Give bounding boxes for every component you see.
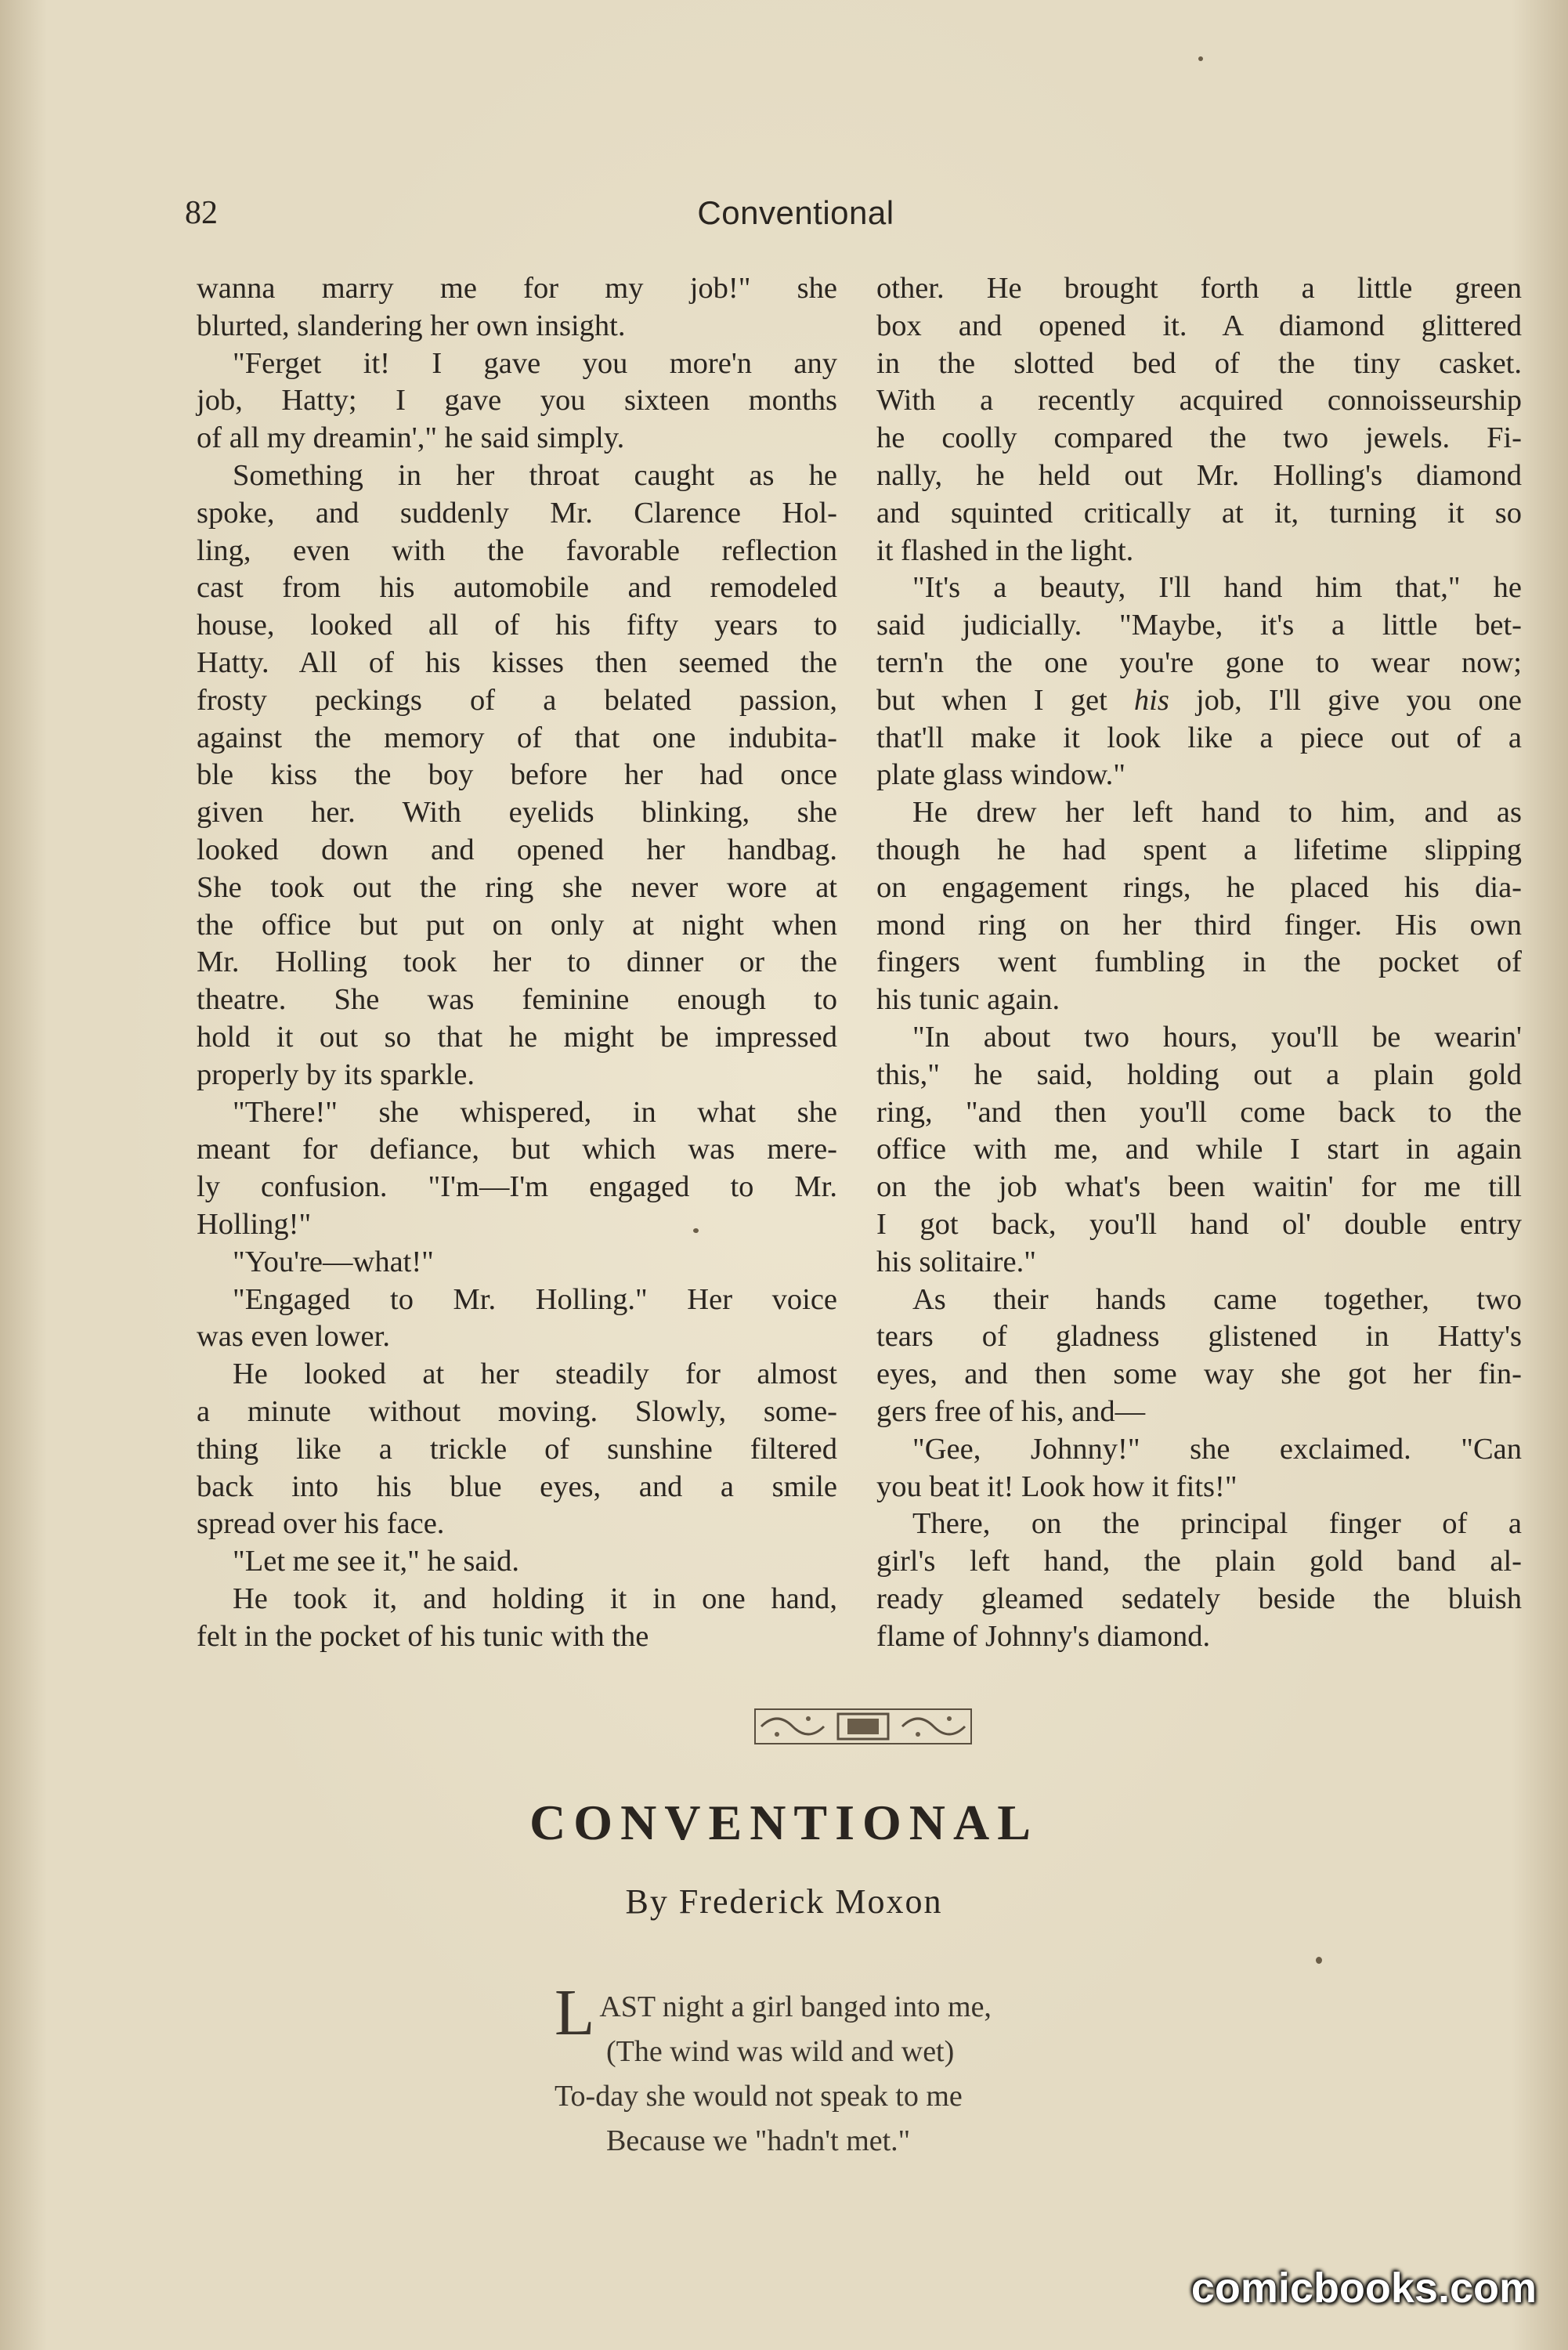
text-line: "Let me see it," he said. bbox=[233, 1545, 520, 1578]
text-line: He took it, and holding it in one hand, bbox=[233, 1582, 837, 1615]
text-line: he coolly compared the two jewels. Fi- bbox=[876, 421, 1522, 455]
text-line: ready gleamed sedately beside the bluish bbox=[876, 1582, 1522, 1615]
text-line: tern'n the one you're gone to wear now; bbox=[876, 645, 1522, 679]
story-column-right bbox=[876, 270, 1522, 1655]
text-line: "It's a beauty, I'll hand him that," he bbox=[912, 571, 1522, 605]
poem-line: Because we "hadn't met." bbox=[606, 2124, 911, 2157]
poem-byline: By Frederick Moxon bbox=[625, 1882, 943, 1921]
text-line: given her. With eyelids blinking, she bbox=[197, 796, 837, 830]
text-line: "Engaged to Mr. Holling." Her voice bbox=[233, 1282, 837, 1316]
ornament-divider bbox=[753, 1706, 973, 1747]
text-line: house, looked all of his fifty years to bbox=[197, 609, 837, 642]
text-line: gers free of his, and— bbox=[876, 1394, 1146, 1428]
emphasis: his bbox=[1133, 683, 1169, 717]
text-line: a minute without moving. Slowly, some- bbox=[197, 1394, 837, 1428]
text-line: that'll make it look like a piece out of a bbox=[876, 721, 1522, 754]
text-line: said judicially. "Maybe, it's a little bet- bbox=[876, 609, 1522, 642]
text-line: "In about two hours, you'll be wearin' bbox=[912, 1020, 1522, 1054]
text-line: There, on the principal finger of a bbox=[912, 1507, 1522, 1541]
poem-first-line: AST night a girl banged into me, bbox=[599, 1990, 992, 2023]
text-line: fingers went fumbling in the pocket of bbox=[876, 945, 1522, 979]
text-line: Mr. Holling took her to dinner or the bbox=[197, 945, 837, 979]
text-line: thing like a trickle of sunshine filtered bbox=[197, 1432, 837, 1466]
poem-line: To-day she would not speak to me bbox=[555, 2080, 963, 2113]
text-line: on the job what's been waitin' for me till bbox=[876, 1170, 1522, 1204]
page-number: 82 bbox=[185, 195, 218, 231]
text-line: "You're—what!" bbox=[233, 1245, 434, 1278]
text-line: back into his blue eyes, and a smile bbox=[197, 1470, 837, 1503]
text-line: mond ring on her third finger. His own bbox=[876, 908, 1522, 942]
text-line: it flashed in the light. bbox=[876, 533, 1134, 567]
watermark-logo: comicbooks.com bbox=[1190, 2265, 1537, 2312]
text-line: but when I get his job, I'll give you one bbox=[876, 683, 1522, 717]
running-head: Conventional bbox=[697, 194, 894, 231]
paper-speck bbox=[1316, 1957, 1322, 1964]
poem-body bbox=[555, 1976, 992, 2164]
text-line: the office but put on only at night when bbox=[197, 908, 837, 942]
text-line: He drew her left hand to him, and as bbox=[912, 796, 1522, 830]
text-line: of all my dreamin'," he said simply. bbox=[197, 421, 625, 455]
text-line: "There!" she whispered, in what she bbox=[233, 1095, 837, 1129]
text-line: box and opened it. A diamond glittered bbox=[876, 309, 1522, 342]
text-line: his solitaire." bbox=[876, 1245, 1036, 1278]
poem-line bbox=[555, 1976, 992, 2049]
text-line: office with me, and while I start in again bbox=[876, 1133, 1522, 1166]
text-line: ling, even with the favorable reflection bbox=[197, 533, 837, 567]
text-line: ring, "and then you'll come back to the bbox=[876, 1095, 1522, 1129]
text-line: ble kiss the boy before her had once bbox=[197, 758, 837, 792]
text-line: blurted, slandering her own insight. bbox=[197, 309, 626, 342]
text-line: hold it out so that he might be impressed bbox=[197, 1020, 837, 1054]
text-line: theatre. She was feminine enough to bbox=[197, 983, 837, 1017]
text-line: was even lower. bbox=[197, 1320, 390, 1354]
text-line: meant for defiance, but which was mere- bbox=[197, 1133, 837, 1166]
text-line: Something in her throat caught as he bbox=[233, 458, 837, 492]
page-header bbox=[185, 194, 1407, 241]
text-line: job, Hatty; I gave you sixteen months bbox=[197, 384, 837, 418]
text-line: flame of Johnny's diamond. bbox=[876, 1619, 1211, 1653]
text-line: properly by its sparkle. bbox=[197, 1058, 475, 1091]
text-line: though he had spent a lifetime slipping bbox=[876, 833, 1522, 866]
paper-speck bbox=[1198, 56, 1203, 61]
text-line: spread over his face. bbox=[197, 1507, 445, 1541]
poem-line: (The wind was wild and wet) bbox=[606, 2035, 955, 2068]
text-line: I got back, you'll hand ol' double entry bbox=[876, 1207, 1522, 1241]
text-line: felt in the pocket of his tunic with the bbox=[197, 1619, 649, 1653]
text-line: With a recently acquired connoisseurship bbox=[876, 384, 1522, 418]
text-line: "Ferget it! I gave you more'n any bbox=[233, 346, 837, 380]
text-line: girl's left hand, the plain gold band al- bbox=[876, 1545, 1522, 1578]
text-line: wanna marry me for my job!" she bbox=[197, 272, 837, 305]
text-line: frosty peckings of a belated passion, bbox=[197, 683, 837, 717]
text-line: looked down and opened her handbag. bbox=[197, 833, 837, 866]
text-line: against the memory of that one indubita- bbox=[197, 721, 837, 754]
text-line: As their hands came together, two bbox=[912, 1282, 1522, 1316]
text-line: plate glass window." bbox=[876, 758, 1125, 792]
text-line: other. He brought forth a little green bbox=[876, 272, 1522, 305]
text-line: on engagement rings, he placed his dia- bbox=[876, 870, 1522, 904]
text-line: He looked at her steadily for almost bbox=[233, 1358, 837, 1391]
paper-speck bbox=[693, 1228, 699, 1233]
story-column-left bbox=[197, 270, 837, 1655]
text-line: you beat it! Look how it fits!" bbox=[876, 1470, 1237, 1503]
text-line: Hatty. All of his kisses then seemed the bbox=[197, 645, 837, 679]
poem-title: CONVENTIONAL bbox=[529, 1795, 1039, 1850]
text-line: this," he said, holding out a plain gold bbox=[876, 1058, 1522, 1091]
text-line: ly confusion. "I'm—I'm engaged to Mr. bbox=[197, 1170, 837, 1204]
text-line: tears of gladness glistened in Hatty's bbox=[876, 1320, 1522, 1354]
drop-cap: L bbox=[555, 1976, 595, 2049]
text-line: She took out the ring she never wore at bbox=[197, 870, 837, 904]
text-line: "Gee, Johnny!" she exclaimed. "Can bbox=[912, 1432, 1522, 1466]
text-line: Holling!" bbox=[197, 1207, 312, 1241]
text-line: his tunic again. bbox=[876, 983, 1060, 1017]
text-line: cast from his automobile and remodeled bbox=[197, 571, 837, 605]
text-line: in the slotted bed of the tiny casket. bbox=[876, 346, 1522, 380]
text-line: spoke, and suddenly Mr. Clarence Hol- bbox=[197, 496, 837, 530]
text-line: nally, he held out Mr. Holling's diamond bbox=[876, 458, 1522, 492]
text-line: eyes, and then some way she got her fin- bbox=[876, 1358, 1522, 1391]
text-line: and squinted critically at it, turning it so bbox=[876, 496, 1522, 530]
